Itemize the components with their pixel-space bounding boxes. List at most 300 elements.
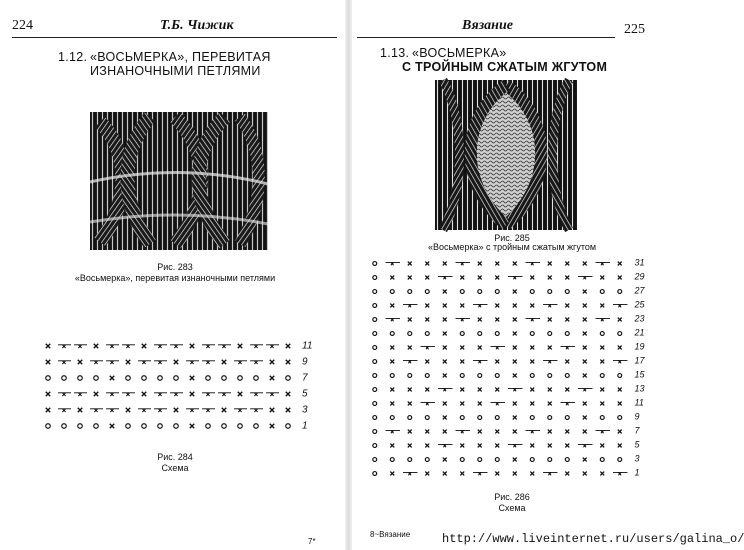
chart-symbol-cable — [403, 472, 418, 475]
chart-symbol-circle — [495, 374, 499, 378]
chart-symbol-circle — [548, 416, 552, 420]
chart-symbol-cable — [58, 393, 71, 396]
chart-symbol-cross — [443, 430, 447, 434]
chart-symbol-cross — [443, 304, 447, 308]
chart-symbol-circle — [565, 416, 569, 420]
chart-symbol-cross — [478, 318, 482, 322]
chart-symbol-cable — [138, 361, 151, 364]
chart-symbol-cross — [495, 472, 499, 476]
chart-symbol-circle — [373, 276, 377, 280]
chart-symbol-cross — [390, 360, 394, 364]
chart-symbol-cross — [583, 360, 587, 364]
chart-284-row-number: 9 — [302, 356, 308, 368]
chart-symbol-cross — [390, 304, 394, 308]
chart-symbol-cross — [618, 262, 622, 266]
chart-symbol-cable — [186, 409, 199, 412]
chart-symbol-circle — [373, 318, 377, 322]
chart-symbol-cross — [46, 408, 50, 412]
chart-symbol-cross — [548, 430, 552, 434]
chart-symbol-cross — [548, 346, 552, 350]
knitting-chart-284 — [38, 340, 328, 440]
chart-symbol-cross — [513, 318, 517, 322]
chart-symbol-cable — [438, 388, 453, 391]
chart-symbol-circle — [548, 458, 552, 462]
chart-286-row-number: 29 — [634, 271, 645, 282]
chart-symbol-cross — [46, 360, 50, 364]
chart-symbol-cable — [250, 393, 263, 396]
chart-symbol-cross — [495, 444, 499, 448]
chart-symbol-circle — [618, 332, 622, 336]
chart-symbol-cable — [438, 276, 453, 279]
chart-symbol-cross — [495, 318, 499, 322]
chart-symbol-cable — [526, 430, 541, 433]
chart-symbol-circle — [373, 290, 377, 294]
chart-symbol-cross — [513, 346, 517, 350]
section-title-line2: С ТРОЙНЫМ СЖАТЫМ ЖГУТОМ — [402, 60, 608, 74]
chart-symbol-cross — [142, 392, 146, 396]
chart-symbol-cross — [238, 392, 242, 396]
figure-284-label: Рис. 284 — [157, 452, 193, 462]
chart-symbol-cross — [530, 276, 534, 280]
header-rule — [12, 37, 337, 38]
chart-symbol-cable — [250, 345, 263, 348]
chart-symbol-cross — [600, 276, 604, 280]
chart-symbol-cross — [443, 262, 447, 266]
chart-symbol-circle — [373, 430, 377, 434]
chart-symbol-circle — [286, 424, 290, 428]
chart-symbol-cable — [386, 262, 401, 265]
chart-symbol-cross — [408, 318, 412, 322]
chart-symbol-cable — [578, 388, 593, 391]
chart-symbol-circle — [373, 374, 377, 378]
chart-286-row-number: 27 — [634, 285, 645, 296]
page-number: 225 — [624, 22, 645, 37]
chart-symbol-cable — [508, 276, 523, 279]
chart-symbol-cross — [513, 374, 517, 378]
chart-symbol-cross — [460, 276, 464, 280]
knit-photo-283 — [90, 112, 268, 250]
chart-symbol-cable — [491, 402, 506, 405]
chart-284-row-number: 1 — [302, 420, 308, 432]
chart-symbol-cable — [138, 409, 151, 412]
chart-symbol-cross — [443, 290, 447, 294]
left-page — [0, 0, 345, 550]
chart-symbol-cable — [106, 345, 119, 348]
chart-symbol-cross — [618, 276, 622, 280]
chart-symbol-cable — [106, 393, 119, 396]
chart-symbol-circle — [530, 290, 534, 294]
chart-symbol-cross — [408, 262, 412, 266]
chart-symbol-cross — [513, 472, 517, 476]
chart-symbol-cross — [513, 262, 517, 266]
chart-symbol-cross — [583, 472, 587, 476]
chart-symbol-circle — [565, 332, 569, 336]
chart-symbol-circle — [373, 402, 377, 406]
chart-symbol-cross — [548, 444, 552, 448]
chart-symbol-cable — [202, 393, 215, 396]
chart-symbol-cross — [425, 276, 429, 280]
chart-symbol-circle — [495, 332, 499, 336]
chart-symbol-circle — [408, 290, 412, 294]
chart-symbol-circle — [530, 374, 534, 378]
chart-symbol-cross — [565, 360, 569, 364]
chart-symbol-cross — [583, 374, 587, 378]
chart-symbol-cross — [190, 376, 194, 380]
chart-286-row-number: 25 — [634, 299, 645, 310]
chart-symbol-cable — [561, 346, 576, 349]
chart-symbol-cross — [46, 344, 50, 348]
chart-symbol-cross — [583, 430, 587, 434]
chart-symbol-circle — [62, 376, 66, 380]
chart-symbol-cable — [170, 393, 183, 396]
chart-symbol-cross — [190, 424, 194, 428]
chart-symbol-cable — [58, 361, 71, 364]
chart-symbol-circle — [425, 290, 429, 294]
chart-symbol-cross — [495, 262, 499, 266]
chart-symbol-cable — [266, 345, 279, 348]
chart-symbol-cross — [390, 276, 394, 280]
knit-photo-285 — [435, 80, 577, 230]
chart-symbol-cross — [565, 304, 569, 308]
chart-symbol-circle — [238, 376, 242, 380]
section-title-line1: «ВОСЬМЕРКА» — [412, 46, 507, 60]
chart-symbol-cross — [46, 392, 50, 396]
chart-symbol-circle — [62, 424, 66, 428]
chart-symbol-cross — [513, 290, 517, 294]
chart-symbol-cross — [530, 346, 534, 350]
chart-symbol-circle — [408, 374, 412, 378]
chart-symbol-circle — [460, 458, 464, 462]
chart-symbol-cross — [600, 402, 604, 406]
chart-symbol-circle — [460, 374, 464, 378]
chart-symbol-cross — [478, 346, 482, 350]
chart-symbol-cross — [222, 360, 226, 364]
watermark-url: http://www.liveinternet.ru/users/galina_o/ — [442, 532, 744, 546]
chart-symbol-cross — [94, 392, 98, 396]
chart-symbol-cross — [583, 262, 587, 266]
chart-symbol-cross — [443, 332, 447, 336]
chart-symbol-circle — [600, 374, 604, 378]
chart-symbol-cross — [425, 472, 429, 476]
chart-symbol-circle — [548, 290, 552, 294]
chart-symbol-cross — [600, 304, 604, 308]
chart-symbol-cross — [174, 408, 178, 412]
chart-symbol-circle — [373, 346, 377, 350]
chart-symbol-cross — [443, 458, 447, 462]
chart-symbol-cable — [456, 262, 471, 265]
chart-286-row-number: 3 — [634, 453, 640, 464]
chart-symbol-circle — [373, 332, 377, 336]
chart-symbol-cable — [218, 345, 231, 348]
chart-symbol-cable — [234, 409, 247, 412]
chart-symbol-cross — [443, 416, 447, 420]
chart-symbol-cross — [530, 388, 534, 392]
chart-symbol-circle — [142, 424, 146, 428]
chart-286-row-number: 15 — [634, 369, 645, 380]
chart-symbol-cross — [443, 472, 447, 476]
chart-symbol-cross — [565, 276, 569, 280]
section-title-line2: ИЗНАНОЧНЫМИ ПЕТЛЯМИ — [90, 64, 261, 78]
page-number: 224 — [12, 18, 33, 33]
chart-symbol-cable — [491, 346, 506, 349]
chart-symbol-cross — [270, 408, 274, 412]
chart-symbol-cross — [460, 444, 464, 448]
chart-symbol-circle — [373, 304, 377, 308]
chart-286-row-number: 13 — [634, 383, 645, 394]
chart-286-row-number: 9 — [634, 411, 640, 422]
chart-symbol-cross — [565, 472, 569, 476]
chart-symbol-cross — [513, 416, 517, 420]
chart-symbol-cross — [565, 444, 569, 448]
chart-symbol-cross — [565, 388, 569, 392]
chart-symbol-circle — [373, 416, 377, 420]
figure-283-label: Рис. 283 — [157, 262, 193, 272]
chart-symbol-cable — [403, 360, 418, 363]
section-title-line1: «ВОСЬМЕРКА», ПЕРЕВИТАЯ — [90, 50, 271, 64]
footer-mark: 8~Вязание — [370, 530, 411, 539]
chart-symbol-circle — [206, 424, 210, 428]
chart-symbol-cable — [202, 361, 215, 364]
chart-symbol-cable — [266, 393, 279, 396]
chart-symbol-cross — [222, 408, 226, 412]
figure-284-caption: Схема — [161, 463, 189, 473]
chart-symbol-cross — [425, 360, 429, 364]
chart-symbol-cross — [583, 458, 587, 462]
chart-symbol-cross — [530, 444, 534, 448]
chart-symbol-cable — [578, 276, 593, 279]
chart-symbol-cross — [618, 318, 622, 322]
figure-285-caption: «Восьмерка» с тройным сжатым жгутом — [427, 242, 597, 252]
chart-symbol-circle — [46, 424, 50, 428]
chart-symbol-cable — [154, 393, 167, 396]
chart-symbol-circle — [126, 376, 130, 380]
chart-symbol-cross — [460, 472, 464, 476]
chart-symbol-circle — [478, 416, 482, 420]
chart-symbol-cross — [548, 402, 552, 406]
chart-symbol-circle — [618, 416, 622, 420]
chart-symbol-circle — [390, 332, 394, 336]
chart-symbol-cross — [583, 332, 587, 336]
chart-symbol-cable — [154, 345, 167, 348]
chart-symbol-cable — [90, 409, 103, 412]
chart-symbol-circle — [254, 424, 258, 428]
chart-symbol-cable — [508, 444, 523, 447]
chart-symbol-cable — [58, 409, 71, 412]
chart-symbol-cable — [202, 409, 215, 412]
chart-symbol-circle — [94, 376, 98, 380]
chart-symbol-cross — [270, 376, 274, 380]
chart-symbol-cross — [548, 388, 552, 392]
chart-symbol-cross — [443, 402, 447, 406]
chart-symbol-cross — [460, 388, 464, 392]
right-page — [352, 0, 744, 550]
chart-symbol-cross — [110, 376, 114, 380]
chart-symbol-cable — [473, 304, 488, 307]
chart-286-row-number: 31 — [634, 257, 645, 268]
chart-symbol-cross — [513, 430, 517, 434]
chart-symbol-cable — [170, 345, 183, 348]
chart-symbol-cable — [122, 345, 135, 348]
chart-symbol-circle — [206, 376, 210, 380]
chart-symbol-circle — [390, 458, 394, 462]
chart-286-row-number: 5 — [634, 439, 640, 450]
chart-symbol-cross — [548, 276, 552, 280]
chart-symbol-cross — [583, 290, 587, 294]
chart-symbol-cable — [456, 318, 471, 321]
chart-symbol-cross — [618, 402, 622, 406]
chart-symbol-circle — [600, 416, 604, 420]
chart-symbol-cross — [390, 402, 394, 406]
chart-symbol-circle — [495, 416, 499, 420]
chart-symbol-cross — [460, 360, 464, 364]
chart-symbol-circle — [390, 290, 394, 294]
chart-symbol-cross — [478, 402, 482, 406]
chart-symbol-cross — [238, 344, 242, 348]
chart-284-row-number: 11 — [302, 340, 313, 352]
chart-symbol-cable — [613, 360, 628, 363]
chart-symbol-cross — [174, 360, 178, 364]
chart-symbol-cross — [600, 388, 604, 392]
chart-symbol-cross — [443, 374, 447, 378]
chart-286-row-number: 7 — [634, 425, 640, 436]
chart-symbol-cable — [386, 318, 401, 321]
chart-symbol-circle — [222, 424, 226, 428]
header-rule — [357, 37, 615, 38]
chart-symbol-cable — [613, 472, 628, 475]
chart-symbol-cross — [390, 472, 394, 476]
chart-symbol-circle — [46, 376, 50, 380]
chart-symbol-cable — [186, 361, 199, 364]
chart-symbol-circle — [254, 376, 258, 380]
chart-symbol-circle — [373, 262, 377, 266]
chart-symbol-cross — [583, 402, 587, 406]
chart-284-row-number: 3 — [302, 404, 308, 416]
chart-symbol-cross — [478, 444, 482, 448]
chart-symbol-cross — [600, 472, 604, 476]
chart-symbol-circle — [530, 416, 534, 420]
chart-symbol-circle — [142, 376, 146, 380]
chart-symbol-circle — [174, 376, 178, 380]
chart-symbol-circle — [408, 458, 412, 462]
chart-symbol-cross — [78, 360, 82, 364]
chart-symbol-cable — [421, 402, 436, 405]
chart-symbol-cross — [583, 304, 587, 308]
chart-symbol-circle — [390, 416, 394, 420]
chart-symbol-cable — [403, 304, 418, 307]
chart-symbol-cross — [583, 318, 587, 322]
chart-symbol-cross — [270, 424, 274, 428]
chart-symbol-circle — [425, 416, 429, 420]
chart-symbol-cross — [513, 332, 517, 336]
chart-symbol-cross — [478, 276, 482, 280]
chart-symbol-circle — [460, 290, 464, 294]
chart-symbol-cross — [495, 276, 499, 280]
chart-symbol-cable — [613, 304, 628, 307]
chart-symbol-cross — [460, 304, 464, 308]
chart-symbol-circle — [565, 290, 569, 294]
chart-symbol-cable — [386, 430, 401, 433]
chart-symbol-circle — [408, 416, 412, 420]
chart-symbol-cross — [565, 262, 569, 266]
chart-symbol-circle — [373, 388, 377, 392]
chart-symbol-circle — [478, 374, 482, 378]
chart-symbol-cable — [90, 361, 103, 364]
chart-symbol-cross — [286, 344, 290, 348]
chart-symbol-cross — [190, 392, 194, 396]
chart-symbol-circle — [373, 458, 377, 462]
chart-symbol-cable — [74, 345, 87, 348]
chart-symbol-circle — [548, 332, 552, 336]
chart-symbol-cable — [106, 361, 119, 364]
chart-symbol-circle — [425, 332, 429, 336]
chart-symbol-cable — [250, 361, 263, 364]
chart-symbol-cross — [600, 360, 604, 364]
chart-symbol-cross — [443, 318, 447, 322]
chart-symbol-cross — [618, 346, 622, 350]
chart-symbol-cross — [390, 444, 394, 448]
footer-mark: 7* — [308, 537, 316, 546]
chart-symbol-cross — [408, 346, 412, 350]
chart-symbol-cross — [460, 346, 464, 350]
chart-symbol-cable — [58, 345, 71, 348]
chart-symbol-cross — [460, 402, 464, 406]
chart-symbol-cross — [513, 304, 517, 308]
chart-symbol-cable — [202, 345, 215, 348]
chart-symbol-cross — [618, 388, 622, 392]
chart-symbol-cable — [154, 409, 167, 412]
chart-symbol-cable — [218, 393, 231, 396]
chart-symbol-cross — [94, 344, 98, 348]
chart-symbol-cross — [425, 430, 429, 434]
chart-symbol-cable — [122, 393, 135, 396]
chart-symbol-circle — [425, 374, 429, 378]
chart-symbol-cable — [234, 361, 247, 364]
chart-symbol-cross — [443, 360, 447, 364]
chart-symbol-cross — [408, 388, 412, 392]
chart-286-row-number: 1 — [634, 467, 640, 478]
chart-symbol-circle — [373, 360, 377, 364]
chart-symbol-cross — [478, 262, 482, 266]
chart-symbol-circle — [373, 444, 377, 448]
chart-symbol-cross — [600, 346, 604, 350]
chart-symbol-circle — [478, 332, 482, 336]
running-head: Т.Б. Чижик — [160, 18, 234, 33]
chart-symbol-cable — [456, 430, 471, 433]
chart-286-row-number: 23 — [634, 313, 645, 324]
chart-symbol-circle — [495, 458, 499, 462]
chart-284-row-number: 5 — [302, 388, 308, 400]
chart-symbol-cable — [596, 318, 611, 321]
figure-286-caption: Схема — [498, 503, 526, 513]
chart-symbol-cross — [495, 388, 499, 392]
chart-symbol-cross — [530, 402, 534, 406]
chart-symbol-cross — [408, 430, 412, 434]
chart-symbol-cross — [513, 458, 517, 462]
chart-symbol-cable — [561, 402, 576, 405]
chart-symbol-circle — [618, 458, 622, 462]
chart-286-row-number: 19 — [634, 341, 645, 352]
chart-symbol-circle — [158, 424, 162, 428]
chart-symbol-circle — [600, 458, 604, 462]
chart-symbol-cross — [513, 360, 517, 364]
chart-symbol-circle — [425, 458, 429, 462]
chart-symbol-cross — [270, 360, 274, 364]
chart-symbol-circle — [94, 424, 98, 428]
chart-symbol-circle — [158, 376, 162, 380]
chart-symbol-circle — [565, 458, 569, 462]
chart-symbol-circle — [618, 290, 622, 294]
chart-symbol-cross — [425, 388, 429, 392]
